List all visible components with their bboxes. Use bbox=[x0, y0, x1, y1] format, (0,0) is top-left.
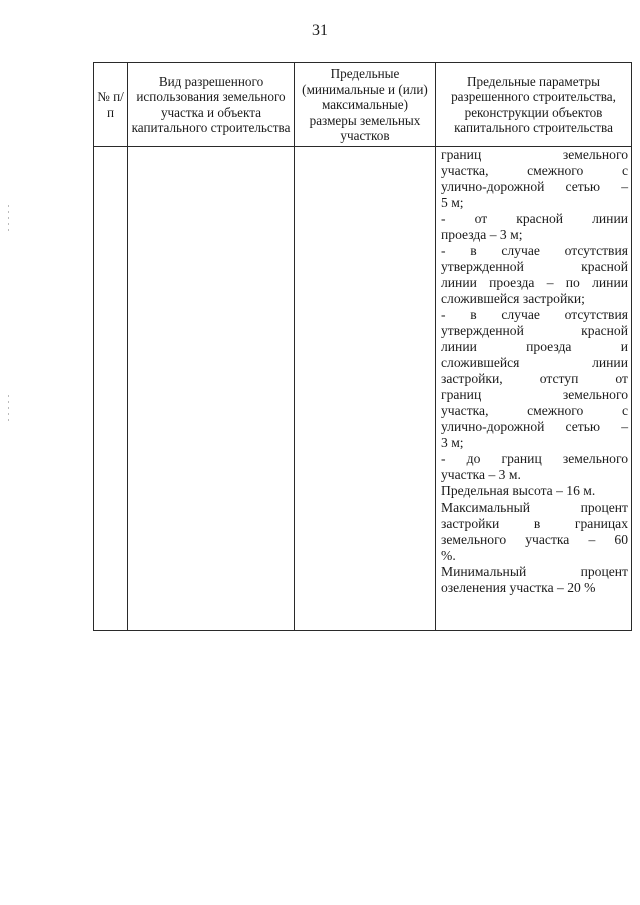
parameter-line: границ земельного bbox=[441, 387, 628, 403]
table-row bbox=[94, 146, 632, 630]
scan-artifact-left-lower bbox=[8, 395, 9, 423]
parameter-line: Максимальный процент bbox=[441, 499, 628, 515]
header-construction-parameters: Предельные параметры разрешенного строительства, реконструкции объектов капитального строительства bbox=[436, 63, 632, 147]
construction-parameters-text bbox=[436, 147, 631, 596]
parameter-line: застройки, отступ от bbox=[441, 371, 628, 387]
parameter-line: 3 м; bbox=[441, 435, 464, 451]
parameter-line: границ земельного bbox=[441, 146, 628, 162]
cell-construction-parameters bbox=[436, 146, 632, 630]
page-number: 31 bbox=[312, 22, 328, 39]
parameter-line: линии проезда и bbox=[441, 339, 628, 355]
parameter-line: утвержденной красной bbox=[441, 323, 628, 339]
header-permitted-use-type: Вид разрешенного использования земельного участка и объекта капитального строительства bbox=[128, 63, 295, 147]
parameter-line: Минимальный процент bbox=[441, 563, 628, 579]
parameter-line: линии проезда – по линии bbox=[441, 274, 628, 290]
parameter-line: сложившейся застройки; bbox=[441, 290, 585, 306]
parameter-line: улично-дорожной сетью – bbox=[441, 178, 628, 194]
cell-permitted-use-type bbox=[128, 146, 295, 630]
land-use-parameters-table bbox=[93, 62, 632, 631]
parameter-line: утвержденной красной bbox=[441, 258, 628, 274]
parameter-line: сложившейся линии bbox=[441, 355, 628, 371]
table-header-row bbox=[94, 63, 632, 147]
parameter-line: застройки в границах bbox=[441, 515, 628, 531]
parameter-line: участка – 3 м. bbox=[441, 467, 521, 483]
parameter-line: %. bbox=[441, 547, 456, 563]
header-num: № п/п bbox=[94, 63, 128, 147]
header-plot-size-limits: Предельные (минимальные и (или) максимальные) размеры земельных участков bbox=[295, 63, 436, 147]
parameter-line: участка, смежного с bbox=[441, 162, 628, 178]
cell-plot-size-limits bbox=[295, 146, 436, 630]
cell-num bbox=[94, 146, 128, 630]
parameter-line: - в случае отсутствия bbox=[441, 306, 628, 322]
parameter-line: проезда – 3 м; bbox=[441, 226, 523, 242]
parameter-line: - от красной линии bbox=[441, 210, 628, 226]
parameter-line: земельного участка – 60 bbox=[441, 531, 628, 547]
parameter-line: участка, смежного с bbox=[441, 403, 628, 419]
parameter-line: - в случае отсутствия bbox=[441, 242, 628, 258]
parameter-line: озеленения участка – 20 % bbox=[441, 579, 596, 595]
parameter-line: 5 м; bbox=[441, 194, 464, 210]
parameter-line: Предельная высота – 16 м. bbox=[441, 483, 596, 499]
scan-artifact-left bbox=[8, 205, 9, 235]
parameter-line: - до границ земельного bbox=[441, 451, 628, 467]
parameter-line: улично-дорожной сетью – bbox=[441, 419, 628, 435]
